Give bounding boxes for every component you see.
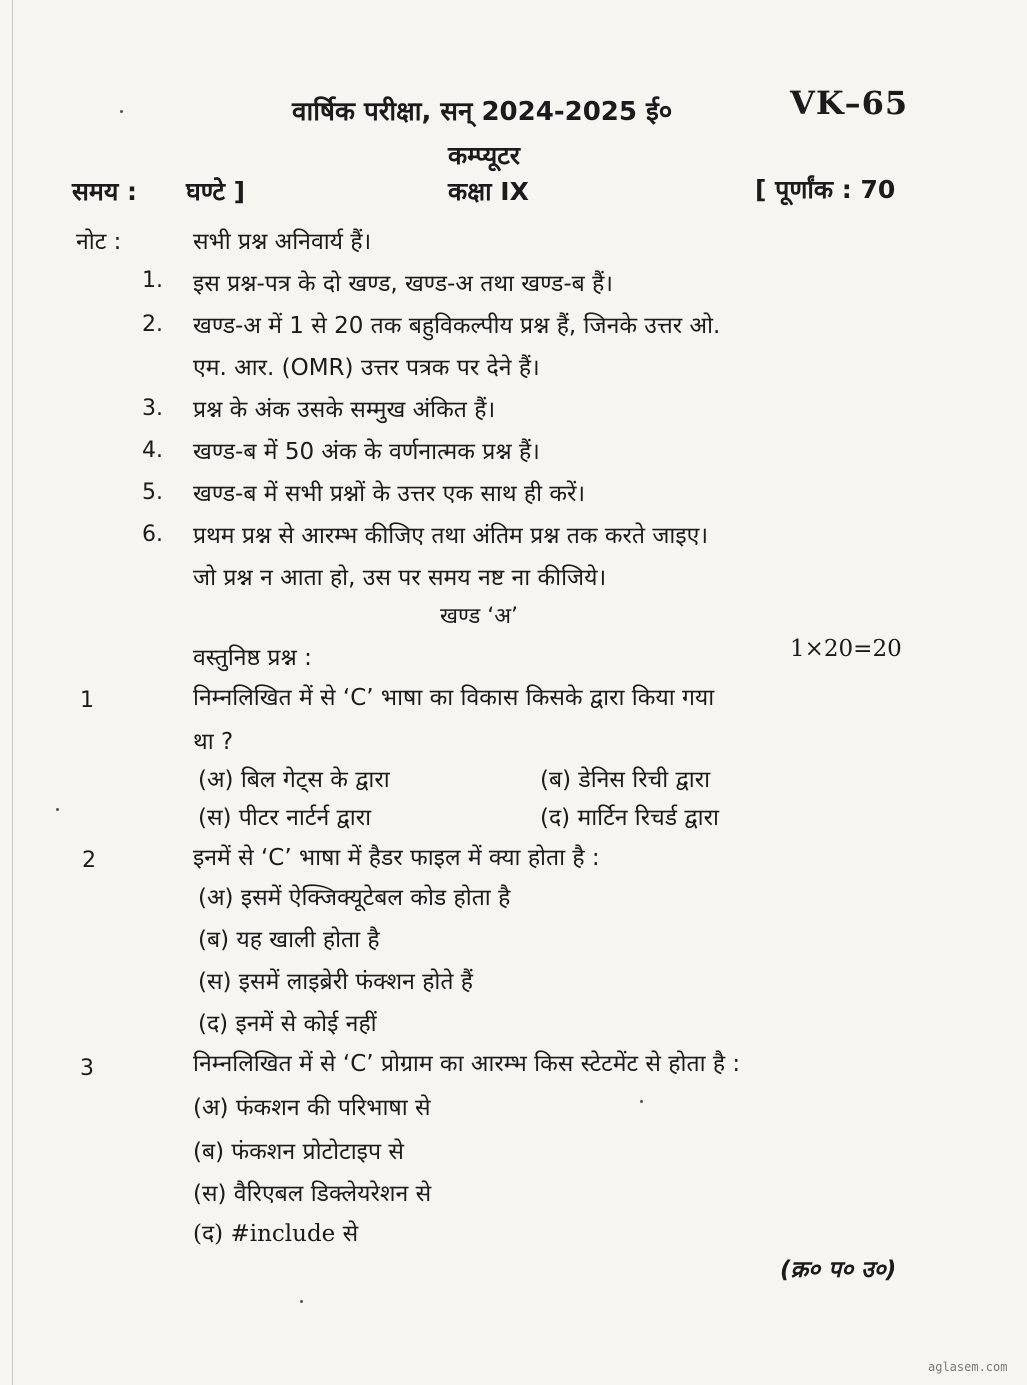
note-text: सभी प्रश्न अनिवार्य हैं।: [193, 229, 372, 255]
option-b: (ब) यह खाली होता है: [198, 927, 380, 953]
option-c: (स) पीटर नार्टर्न द्वारा: [198, 805, 372, 831]
question-text: निम्नलिखित में से ‘C’ भाषा का विकास किसके द्वारा किया गया: [193, 685, 715, 711]
option-b: (ब) फंकशन प्रोटोटाइप से: [193, 1139, 404, 1165]
option-a: (अ) बिल गेट्स के द्वारा: [198, 767, 390, 793]
scan-speck: [120, 110, 123, 113]
scan-speck: [640, 1100, 643, 1103]
question-text: निम्नलिखित में से ‘C’ प्रोग्राम का आरम्भ किस स्टेटमेंट से होता है :: [193, 1051, 741, 1077]
instruction-number: 4.: [142, 438, 163, 463]
subject-title: कम्प्यूटर: [448, 141, 521, 170]
objective-label: वस्तुनिष्ठ प्रश्न :: [193, 645, 312, 671]
instruction-text: एम. आर. (OMR) उत्तर पत्रक पर देने हैं।: [193, 355, 540, 381]
scan-speck: [300, 1300, 303, 1303]
option-b: (ब) डेनिस रिची द्वारा: [540, 767, 711, 793]
option-a: (अ) इसमें ऐक्जिक्यूटेबल कोड होता है: [198, 885, 511, 911]
instruction-number: 2.: [142, 312, 163, 337]
section-title: खण्ड ‘अ’: [440, 604, 519, 629]
instruction-text: खण्ड-अ में 1 से 20 तक बहुविकल्पीय प्रश्न हैं, जिनके उत्तर ओ.: [193, 313, 721, 339]
time-label: समय :: [72, 177, 138, 206]
option-c: (स) वैरिएबल डिक्लेयरेशन से: [193, 1181, 432, 1207]
note-label: नोट :: [76, 229, 122, 255]
instruction-text: इस प्रश्न-पत्र के दो खण्ड, खण्ड-अ तथा खण्ड-ब हैं।: [193, 271, 614, 297]
instruction-number: 3.: [142, 396, 163, 421]
class-label: कक्षा IX: [448, 177, 529, 206]
instruction-text: खण्ड-ब में 50 अंक के वर्णनात्मक प्रश्न हैं।: [193, 439, 540, 465]
question-number: 3: [80, 1056, 94, 1081]
max-marks-label: [ पूर्णांक : 70: [755, 175, 896, 204]
instruction-number: 1.: [142, 268, 163, 293]
question-text: था ?: [193, 729, 234, 755]
exam-title: वार्षिक परीक्षा, सन् 2024-2025 ई०: [292, 97, 673, 127]
option-c: (स) इसमें लाइब्रेरी फंक्शन होते हैं: [198, 969, 474, 995]
question-number: 2: [82, 848, 96, 873]
instruction-number: 6.: [142, 522, 163, 547]
instruction-text: प्रश्न के अंक उसके सम्मुख अंकित हैं।: [193, 397, 496, 423]
option-a: (अ) फंकशन की परिभाषा से: [193, 1095, 431, 1121]
continued-note: (क्र० प० उ०): [780, 1257, 897, 1283]
instruction-text: खण्ड-ब में सभी प्रश्नों के उत्तर एक साथ ही करें।: [193, 481, 586, 507]
option-d: (द) #include से: [193, 1221, 359, 1247]
objective-marks: 1×20=20: [790, 636, 902, 662]
question-number: 1: [80, 688, 94, 713]
option-d: (द) इनमें से कोई नहीं: [198, 1011, 377, 1037]
instruction-text: प्रथम प्रश्न से आरम्भ कीजिए तथा अंतिम प्रश्न तक करते जाइए।: [193, 523, 709, 549]
scan-margin-line: [12, 0, 13, 1385]
instruction-number: 5.: [142, 480, 163, 505]
option-d: (द) मार्टिन रिचर्ड द्वारा: [540, 805, 719, 831]
instruction-text: जो प्रश्न न आता हो, उस पर समय नष्ट ना कीजिये।: [193, 565, 607, 591]
watermark: aglasem.com: [928, 1360, 1008, 1374]
scan-speck: [56, 808, 59, 811]
question-text: इनमें से ‘C’ भाषा में हैडर फाइल में क्या होता है :: [193, 845, 600, 871]
time-value: घण्टे ]: [186, 177, 246, 206]
paper-code: VK–65: [790, 84, 909, 122]
